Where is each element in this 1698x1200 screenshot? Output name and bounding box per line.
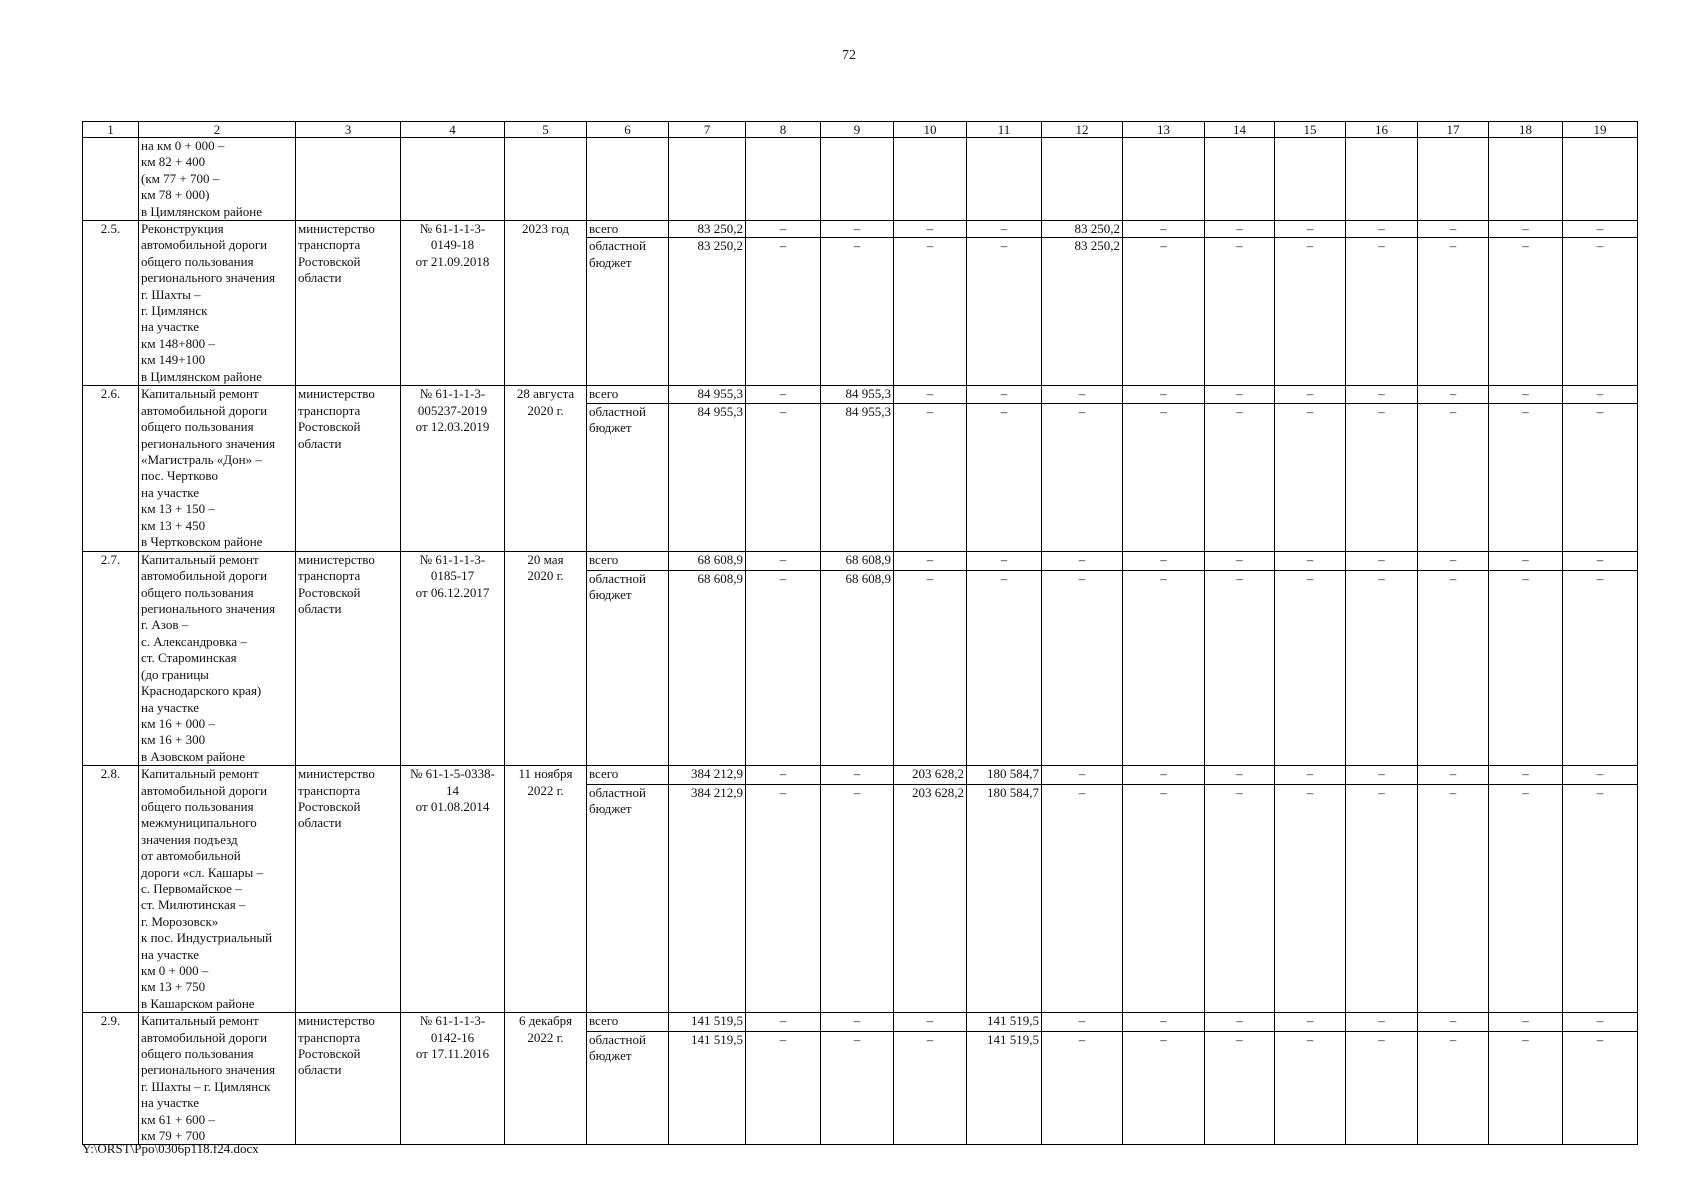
value-cell: –	[1123, 1013, 1205, 1032]
value-cell: –	[1205, 551, 1275, 570]
value-cell: 68 608,9	[821, 570, 894, 765]
table-row	[83, 766, 1638, 785]
value-cell: –	[967, 221, 1042, 238]
value-cell: –	[1489, 766, 1563, 785]
completion-date: 11 ноября 2022 г.	[505, 766, 587, 1013]
value-cell: –	[1042, 766, 1123, 785]
value-cell: –	[967, 403, 1042, 551]
value-cell: 84 955,3	[821, 386, 894, 403]
document-reference: № 61-1-5-0338- 14 от 01.08.2014	[401, 766, 505, 1013]
value-cell: –	[1563, 221, 1638, 238]
document-reference: № 61-1-1-3- 005237-2019 от 12.03.2019	[401, 386, 505, 551]
value-cell: –	[1489, 570, 1563, 765]
value-cell: –	[1563, 403, 1638, 551]
value-cell: –	[1346, 570, 1418, 765]
value-cell: –	[1123, 551, 1205, 570]
funding-source: всего	[587, 221, 669, 238]
funding-source: областной бюджет	[587, 403, 669, 551]
value-cell: 384 212,9	[669, 784, 746, 1012]
value-cell: –	[894, 1013, 967, 1032]
value-cell: –	[1275, 1013, 1346, 1032]
funding-source: всего	[587, 551, 669, 570]
value-cell: –	[1418, 221, 1489, 238]
document-reference: № 61-1-1-3- 0149-18 от 21.09.2018	[401, 221, 505, 386]
value-cell: –	[1418, 784, 1489, 1012]
value-cell: –	[1563, 570, 1638, 765]
value-cell: –	[967, 238, 1042, 386]
value-cell: –	[1489, 1032, 1563, 1145]
value-cell: –	[1123, 403, 1205, 551]
item-description: Капитальный ремонт автомобильной дороги общего пользования регионального значения «Магистраль «Дон» – пос. Чертково на участке км 13 + 150 – км 13 + 450 в Чертковском районе	[139, 386, 296, 551]
funding-source: областной бюджет	[587, 1032, 669, 1145]
column-header-12: 12	[1042, 122, 1123, 138]
value-cell: –	[967, 386, 1042, 403]
value-cell: –	[1275, 386, 1346, 403]
item-description: Капитальный ремонт автомобильной дороги общего пользования регионального значения г. Азов – с. Александровка – ст. Староминская (до границы Краснодарского края) на участке км 16 + 000 – км 16 + 300 в Азовском районе	[139, 551, 296, 765]
value-cell: –	[1275, 1032, 1346, 1145]
value-cell: 141 519,5	[967, 1013, 1042, 1032]
value-cell: 141 519,5	[669, 1032, 746, 1145]
completion-date: 28 августа 2020 г.	[505, 386, 587, 551]
item-number: 2.9.	[83, 1013, 139, 1145]
value-cell: –	[1489, 221, 1563, 238]
continuation-description: на км 0 + 000 – км 82 + 400 (км 77 + 700 – км 78 + 000) в Цимлянском районе	[139, 138, 296, 221]
value-cell: –	[746, 403, 821, 551]
value-cell: –	[1346, 403, 1418, 551]
value-cell: –	[1563, 551, 1638, 570]
value-cell: 83 250,2	[1042, 221, 1123, 238]
document-reference: № 61-1-1-3- 0142-16 от 17.11.2016	[401, 1013, 505, 1145]
column-header-13: 13	[1123, 122, 1205, 138]
funding-source: всего	[587, 766, 669, 785]
column-header-2: 2	[139, 122, 296, 138]
column-header-17: 17	[1418, 122, 1489, 138]
value-cell: –	[1205, 1013, 1275, 1032]
column-header-1: 1	[83, 122, 139, 138]
value-cell: 83 250,2	[1042, 238, 1123, 386]
completion-date: 20 мая 2020 г.	[505, 551, 587, 765]
item-description: Капитальный ремонт автомобильной дороги общего пользования межмуниципального значения подъезд от автомобильной дороги «сл. Кашары – с. Первомайское – ст. Милютинская – г. Морозовск» к пос. Индустриальный на участке км 0 + 000 – км 13 + 750 в Кашарском районе	[139, 766, 296, 1013]
value-cell: –	[1275, 570, 1346, 765]
table-row	[83, 551, 1638, 570]
value-cell: 203 628,2	[894, 766, 967, 785]
value-cell: –	[1275, 238, 1346, 386]
funding-source: областной бюджет	[587, 570, 669, 765]
value-cell: –	[746, 238, 821, 386]
value-cell: –	[1346, 386, 1418, 403]
value-cell: –	[967, 551, 1042, 570]
value-cell: –	[967, 570, 1042, 765]
value-cell: –	[1418, 766, 1489, 785]
value-cell: –	[894, 551, 967, 570]
value-cell: –	[1489, 1013, 1563, 1032]
value-cell: –	[1346, 766, 1418, 785]
value-cell: –	[821, 1013, 894, 1032]
value-cell: –	[1563, 386, 1638, 403]
responsible-organization: министерство транспорта Ростовской области	[296, 221, 401, 386]
item-number: 2.7.	[83, 551, 139, 765]
value-cell: –	[1123, 784, 1205, 1012]
value-cell: –	[1123, 766, 1205, 785]
document-reference: № 61-1-1-3- 0185-17 от 06.12.2017	[401, 551, 505, 765]
value-cell: –	[1123, 1032, 1205, 1145]
value-cell: –	[1346, 1032, 1418, 1145]
value-cell: –	[1489, 386, 1563, 403]
column-number-header-row	[83, 122, 1638, 138]
value-cell: –	[1418, 1013, 1489, 1032]
value-cell: –	[1346, 221, 1418, 238]
value-cell: –	[746, 784, 821, 1012]
value-cell: –	[821, 766, 894, 785]
column-header-7: 7	[669, 122, 746, 138]
value-cell: –	[1418, 570, 1489, 765]
value-cell: –	[746, 1013, 821, 1032]
column-header-8: 8	[746, 122, 821, 138]
value-cell: –	[1563, 766, 1638, 785]
value-cell: –	[1563, 784, 1638, 1012]
column-header-3: 3	[296, 122, 401, 138]
value-cell: –	[1346, 1013, 1418, 1032]
column-header-4: 4	[401, 122, 505, 138]
value-cell: –	[1123, 570, 1205, 765]
value-cell: –	[1418, 403, 1489, 551]
table-row	[83, 1013, 1638, 1032]
value-cell: –	[746, 570, 821, 765]
column-header-5: 5	[505, 122, 587, 138]
value-cell: –	[1489, 403, 1563, 551]
value-cell: –	[1275, 221, 1346, 238]
column-header-6: 6	[587, 122, 669, 138]
value-cell: 180 584,7	[967, 784, 1042, 1012]
value-cell: –	[1418, 551, 1489, 570]
value-cell: –	[1418, 386, 1489, 403]
value-cell: –	[1489, 551, 1563, 570]
item-number: 2.8.	[83, 766, 139, 1013]
value-cell: 84 955,3	[669, 386, 746, 403]
column-header-16: 16	[1346, 122, 1418, 138]
value-cell: –	[746, 1032, 821, 1145]
value-cell: –	[1205, 784, 1275, 1012]
value-cell: 83 250,2	[669, 221, 746, 238]
value-cell: –	[1275, 784, 1346, 1012]
value-cell: 384 212,9	[669, 766, 746, 785]
item-description: Реконструкция автомобильной дороги общего пользования регионального значения г. Шахты – г. Цимлянск на участке км 148+800 – км 149+100 в Цимлянском районе	[139, 221, 296, 386]
value-cell: –	[1042, 403, 1123, 551]
value-cell: 68 608,9	[821, 551, 894, 570]
value-cell: –	[1205, 238, 1275, 386]
value-cell: –	[1205, 221, 1275, 238]
table-row	[83, 221, 1638, 238]
value-cell: –	[1042, 784, 1123, 1012]
column-header-14: 14	[1205, 122, 1275, 138]
funding-source: всего	[587, 1013, 669, 1032]
value-cell: 180 584,7	[967, 766, 1042, 785]
value-cell: –	[1123, 386, 1205, 403]
value-cell: –	[1042, 1013, 1123, 1032]
value-cell: –	[894, 570, 967, 765]
value-cell: –	[1418, 238, 1489, 386]
value-cell: –	[1042, 551, 1123, 570]
value-cell: –	[1489, 238, 1563, 386]
continuation-row	[83, 138, 1638, 221]
value-cell: –	[894, 386, 967, 403]
column-header-19: 19	[1563, 122, 1638, 138]
value-cell: –	[1418, 1032, 1489, 1145]
budget-table	[82, 121, 1638, 1145]
value-cell: 68 608,9	[669, 570, 746, 765]
value-cell: –	[1205, 570, 1275, 765]
value-cell: –	[821, 238, 894, 386]
value-cell: –	[1275, 403, 1346, 551]
responsible-organization: министерство транспорта Ростовской области	[296, 1013, 401, 1145]
column-header-11: 11	[967, 122, 1042, 138]
value-cell: –	[1489, 784, 1563, 1012]
value-cell: –	[746, 766, 821, 785]
value-cell: –	[894, 238, 967, 386]
column-header-9: 9	[821, 122, 894, 138]
value-cell: –	[746, 221, 821, 238]
value-cell: –	[1563, 1032, 1638, 1145]
value-cell: 68 608,9	[669, 551, 746, 570]
page-number: 72	[842, 48, 856, 63]
value-cell: –	[1205, 403, 1275, 551]
value-cell: –	[1042, 386, 1123, 403]
cell-num	[83, 138, 139, 221]
responsible-organization: министерство транспорта Ростовской области	[296, 386, 401, 551]
value-cell: –	[1346, 551, 1418, 570]
value-cell: 141 519,5	[967, 1032, 1042, 1145]
column-header-18: 18	[1489, 122, 1563, 138]
funding-source: областной бюджет	[587, 784, 669, 1012]
value-cell: 83 250,2	[669, 238, 746, 386]
funding-source: всего	[587, 386, 669, 403]
item-number: 2.6.	[83, 386, 139, 551]
value-cell: –	[821, 221, 894, 238]
item-description: Капитальный ремонт автомобильной дороги общего пользования регионального значения г. Шахты – г. Цимлянск на участке км 61 + 600 – км 79 + 700	[139, 1013, 296, 1145]
completion-date: 2023 год	[505, 221, 587, 386]
table-row	[83, 386, 1638, 403]
responsible-organization: министерство транспорта Ростовской области	[296, 551, 401, 765]
value-cell: –	[1563, 238, 1638, 386]
file-path-footer: Y:\ORST\Ppo\0306p118.f24.docx	[82, 1141, 259, 1156]
item-number: 2.5.	[83, 221, 139, 386]
value-cell: –	[1123, 238, 1205, 386]
value-cell: –	[894, 221, 967, 238]
value-cell: –	[1346, 238, 1418, 386]
value-cell: –	[1275, 551, 1346, 570]
value-cell: 84 955,3	[669, 403, 746, 551]
value-cell: –	[1275, 766, 1346, 785]
value-cell: –	[1205, 386, 1275, 403]
funding-source: областной бюджет	[587, 238, 669, 386]
value-cell: –	[821, 1032, 894, 1145]
value-cell: –	[894, 1032, 967, 1145]
completion-date: 6 декабря 2022 г.	[505, 1013, 587, 1145]
responsible-organization: министерство транспорта Ростовской области	[296, 766, 401, 1013]
value-cell: –	[1346, 784, 1418, 1012]
value-cell: 84 955,3	[821, 403, 894, 551]
value-cell: –	[894, 403, 967, 551]
value-cell: –	[1042, 570, 1123, 765]
column-header-10: 10	[894, 122, 967, 138]
value-cell: –	[1042, 1032, 1123, 1145]
table-body	[83, 122, 1638, 1145]
column-header-15: 15	[1275, 122, 1346, 138]
value-cell: –	[821, 784, 894, 1012]
value-cell: 203 628,2	[894, 784, 967, 1012]
value-cell: –	[746, 386, 821, 403]
value-cell: –	[746, 551, 821, 570]
value-cell: –	[1205, 766, 1275, 785]
value-cell: 141 519,5	[669, 1013, 746, 1032]
value-cell: –	[1123, 221, 1205, 238]
value-cell: –	[1205, 1032, 1275, 1145]
value-cell: –	[1563, 1013, 1638, 1032]
